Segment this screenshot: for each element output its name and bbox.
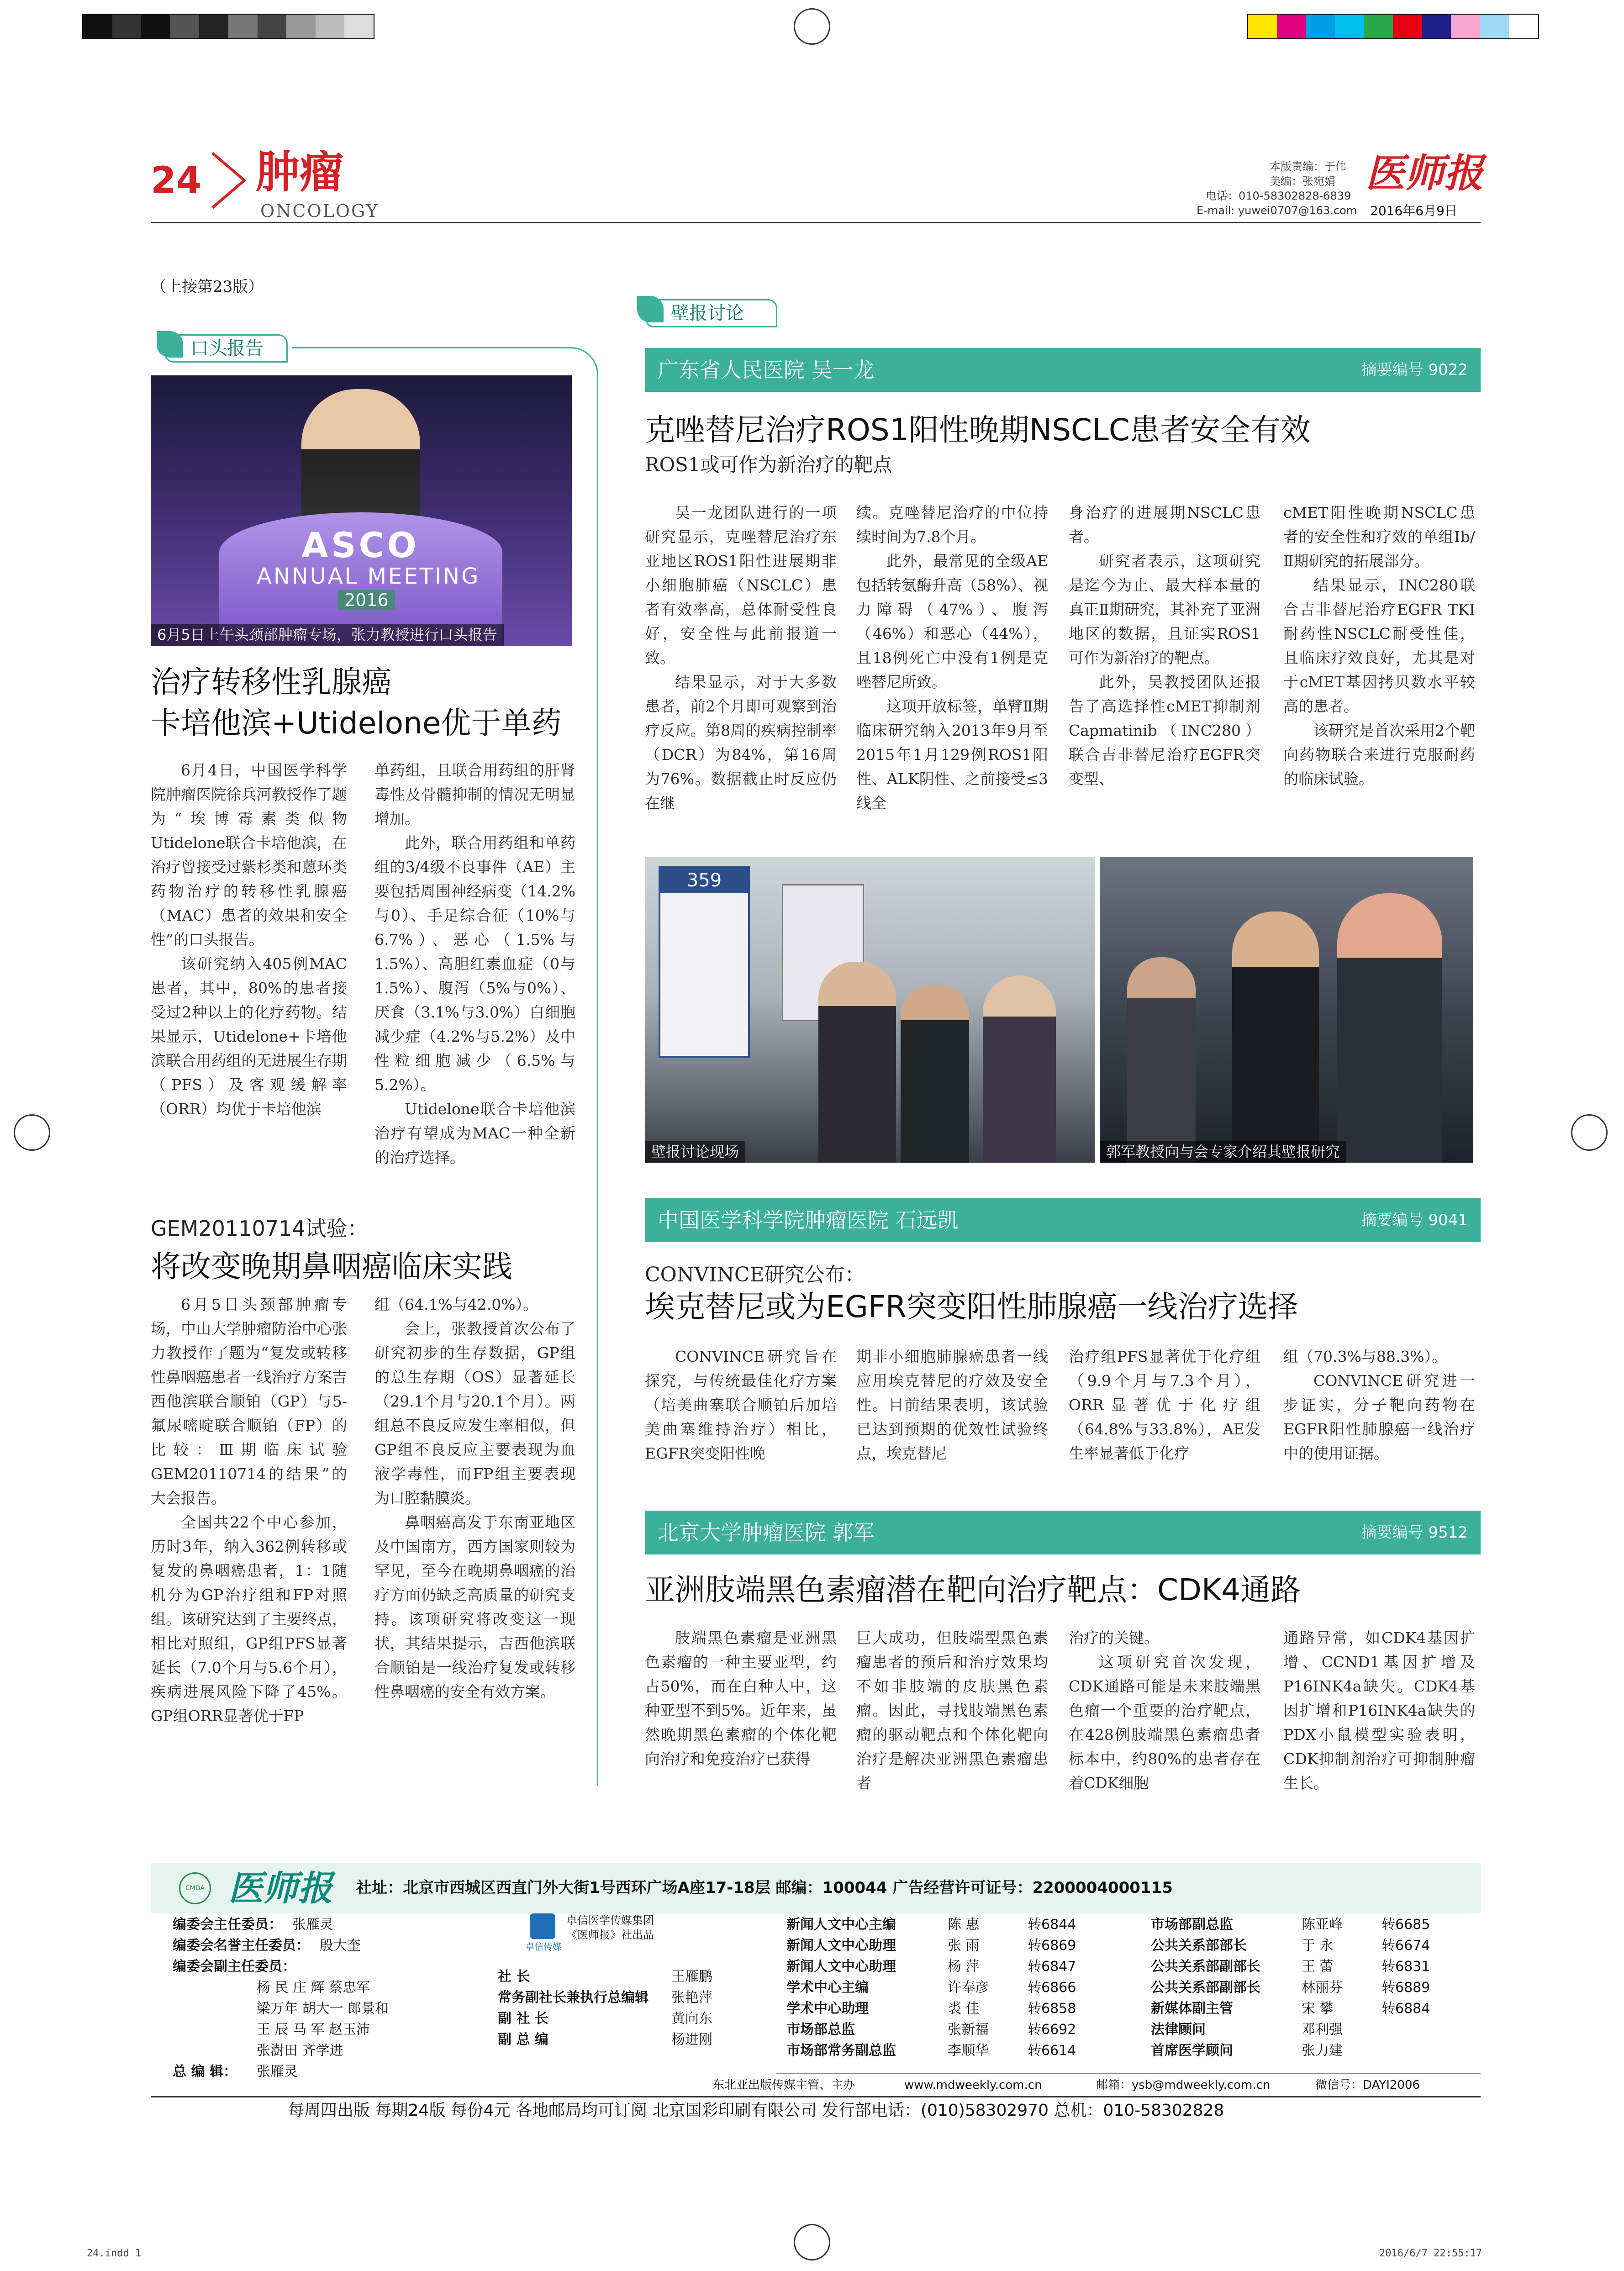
staff-name: 陈亚峰 (1302, 1917, 1343, 1933)
banner-hospital: 北京大学肿瘤医院 郭军 (658, 1520, 875, 1545)
staff-role: 新媒体副主管 (1151, 2001, 1233, 2017)
staff-ext: 转6614 (1028, 2043, 1076, 2059)
article-subtitle: ROS1或可作为新治疗的靶点 (645, 453, 892, 476)
continued-note: （上接第23版） (151, 278, 264, 296)
article-title: 埃克替尼或为EGFR突变阳性肺腺癌一线治疗选择 (645, 1289, 1298, 1324)
article-column (151, 758, 347, 1121)
paragraph: 身治疗的进展期NSCLC患者。 (1069, 504, 1260, 546)
paragraph: 该研究纳入405例MAC患者，其中，80%的患者接受过2种以上的化疗药物。结果显示，Utidelone+卡培他滨联合用药组的无进展生存期（PFS）及客观缓解率（ORR）均优于卡培他滨 (151, 955, 347, 1118)
committee-label: 编委会主任委员： (173, 1917, 282, 1933)
article-column (645, 501, 837, 815)
crop-mark (1571, 1114, 1608, 1151)
paragraph: 会上，张教授首次公布了研究初步的生存数据，GP组的总生存期（OS）显著延长（29.1个月与20.1个月）。两组总不良反应发生率相似，但GP组不良反应主要表现为血液学毒性，而FP组主要表现为口腔黏膜炎。 (374, 1320, 575, 1507)
article-column (374, 1292, 575, 1704)
article-column (1069, 1344, 1260, 1465)
staff-ext: 转6866 (1028, 1980, 1076, 1996)
paragraph: 鼻咽癌高发于东南亚地区及中国南方，西方国家则较为罕见，至今在晚期鼻咽癌的治疗方面仍缺乏高质量的研究支持。该项研究将改变这一现状，其结果提示，吉西他滨联合顺铂是一线治疗复发或转移性鼻咽癌的安全有效方案。 (374, 1513, 575, 1701)
header-logo: 医师报 (1366, 150, 1483, 196)
staff-role: 市场部总监 (786, 2022, 855, 2038)
banner-abstract-number: 摘要编号 9022 (1361, 361, 1468, 379)
article-kicker: CONVINCE研究公布： (645, 1263, 865, 1286)
paragraph: 这项研究首次发现，CDK通路可能是未来肢端黑色瘤一个重要的治疗靶点，在428例肢端黑色素瘤患者标本中，约80%的患者存在着CDK细胞 (1069, 1653, 1260, 1792)
committee-value: 张雁灵 (292, 1917, 333, 1933)
article-column (856, 1344, 1048, 1465)
poster-board (659, 866, 750, 1058)
chief-editor-label: 总 编 辑： (173, 2064, 237, 2080)
footer-cmda-logo: CMDA (179, 1872, 211, 1904)
header-date: 2016年6月9日 (1370, 203, 1457, 218)
staff-role: 首席医学顾问 (1151, 2043, 1233, 2059)
paragraph: 单药组，且联合用药组的肝肾毒性及骨髓抑制的情况无明显增加。 (374, 761, 575, 827)
photo-caption: 郭军教授向与会专家介绍其壁报研究 (1100, 1141, 1346, 1163)
photo-caption: 壁报讨论现场 (645, 1141, 745, 1163)
staff-name: 张新福 (948, 2022, 989, 2038)
podium-text-2: ANNUAL MEETING (257, 564, 480, 589)
committee-value: 殷大奎 (320, 1938, 361, 1954)
paragraph: 组（70.3%与88.3%）。 (1283, 1348, 1447, 1365)
staff-name: 陈 惠 (948, 1917, 980, 1933)
podium-text-1: ASCO (301, 525, 419, 565)
staff-name: 张 雨 (948, 1938, 980, 1954)
website-link[interactable]: www.mdweekly.com.cn (904, 2078, 1042, 2092)
paragraph: Utidelone联合卡培他滨治疗有望成为MAC一种全新的治疗选择。 (374, 1100, 575, 1166)
banner-hospital: 广东省人民医院 吴一龙 (658, 358, 875, 382)
staff-name: 于 永 (1302, 1938, 1334, 1954)
hospital-banner (645, 1198, 1481, 1242)
photo-caption: 6月5日上午头颈部肿瘤专场，张力教授进行口头报告 (151, 624, 504, 646)
hospital-banner (645, 348, 1481, 392)
article-column (1069, 501, 1260, 791)
crop-mark (14, 1114, 50, 1151)
staff-name: 杨 萍 (948, 1959, 980, 1975)
crop-mark (794, 2224, 830, 2260)
header-email: E-mail: yuwei0707@163.com (1197, 204, 1357, 217)
footer-bottom-line: 每周四出版 每期24版 每份4元 各地邮局均可订阅 北京国彩印刷有限公司 发行部电话：(010)58302970 总机：010-58302828 (288, 2101, 1224, 2120)
tag-oral-report (164, 334, 288, 363)
article-title: 将改变晚期鼻咽癌临床实践 (151, 1249, 512, 1284)
staff-role: 市场部副总监 (1151, 1917, 1233, 1933)
group-sub: 《医师报》社出品 (566, 1929, 654, 1941)
paragraph: cMET阳性晚期NSCLC患者的安全性和疗效的单组Ⅰb/Ⅱ期研究的拓展部分。 (1283, 504, 1475, 570)
speaker-photo (151, 375, 572, 646)
committee-member-row: 杨 民 庄 辉 蔡忠军 (257, 1980, 370, 1996)
officer-name: 王雁鹏 (671, 1969, 712, 1985)
banner-abstract-number: 摘要编号 9041 (1361, 1211, 1468, 1229)
paragraph: 此外，吴教授团队还报告了高选择性cMET抑制剂Capmatinib（INC280）联合吉非替尼治疗EGFR突变型、 (1069, 673, 1260, 788)
footer-logo: 医师报 (228, 1868, 332, 1908)
officer-role: 社 长 (498, 1969, 530, 1985)
staff-name: 林丽芬 (1302, 1980, 1343, 1996)
officer-role: 副 社 长 (498, 2011, 548, 2027)
article-column (1283, 1344, 1475, 1465)
header-editor: 本版责编：于伟 (1270, 160, 1346, 173)
staff-name: 张力建 (1302, 2043, 1343, 2059)
paragraph: 全国共22个中心参加，历时3年，纳入362例转移或复发的鼻咽癌患者，1：1随机分为GP治疗组和FP对照组。该研究达到了主要终点，相比对照组，GP组PFS显著延长（7.0个月与5.6个月），疾病进展风险下降了45%。GP组ORR显著优于FP (151, 1513, 347, 1725)
staff-role: 新闻人文中心助理 (786, 1959, 896, 1975)
staff-role: 法律顾问 (1151, 2022, 1206, 2038)
paragraph: CONVINCE研究进一步证实，分子靶向药物在EGFR阳性肺腺癌一线治疗中的使用证据。 (1283, 1372, 1475, 1462)
staff-name: 许奉彦 (948, 1980, 989, 1996)
paragraph: 治疗组PFS显著优于化疗组（9.9个月与7.3个月），ORR显著优于化疗组（64.8%与33.8%），AE发生率显著低于化疗 (1069, 1348, 1260, 1462)
staff-name: 宋 攀 (1302, 2001, 1334, 2017)
committee-label: 编委会副主任委员： (173, 1959, 296, 1975)
paragraph: 结果显示，对于大多数患者，前2个月即可观察到治疗反应。第8周的疾病控制率（DCR）为84%，第16周为76%。数据截止时反应仍在继 (645, 673, 837, 812)
paragraph: 此外，最常见的全级AE包括转氨酶升高（58%）、视力障碍（47%）、腹泻（46%）和恶心（44%），且18例死亡中没有1例是克唑替尼所致。 (856, 552, 1048, 691)
crop-mark (794, 8, 830, 45)
officer-role: 常务副社长兼执行总编辑 (498, 1990, 649, 2006)
footer-mail: 邮箱：ysb@mdweekly.com.cn (1096, 2078, 1271, 2092)
hospital-banner (645, 1511, 1481, 1554)
article-title: 克唑替尼治疗ROS1阳性晚期NSCLC患者安全有效 (645, 412, 1311, 448)
article-column (151, 1292, 347, 1728)
podium-text-3: 2016 (338, 590, 395, 610)
paragraph: 研究者表示，这项研究是迄今为止、最大样本量的真正Ⅱ期研究，其补充了亚洲地区的数据，且证实ROS1可作为新治疗的靶点。 (1069, 552, 1260, 667)
staff-ext: 转6674 (1381, 1938, 1430, 1954)
article-kicker: GEM20110714试验： (151, 1216, 369, 1241)
article-column (1283, 501, 1475, 791)
staff-ext: 转6831 (1381, 1959, 1430, 1975)
color-bar (1247, 14, 1539, 39)
paragraph: 此外，联合用药组和单药组的3/4级不良事件（AE）主要包括周围神经病变（14.2%与0）、手足综合征（10%与6.7%）、恶心（1.5%与1.5%）、高胆红素血症（0与1.5%）、腹泻（5%与0%）、厌食（3.1%与3.0%）白细胞减少症（4.2%与5.2%）及中性粒细胞减少（6.5%与5.2%）。 (374, 834, 575, 1094)
expert-photo (1100, 857, 1473, 1163)
banner-abstract-number: 摘要编号 9512 (1361, 1523, 1468, 1542)
staff-ext: 转6869 (1028, 1938, 1076, 1954)
staff-role: 新闻人文中心主编 (786, 1917, 896, 1933)
staff-name: 李顺华 (948, 2043, 989, 2059)
article-column (1069, 1626, 1260, 1795)
leaf-icon (637, 296, 664, 322)
staff-role: 新闻人文中心助理 (786, 1938, 896, 1954)
paragraph: 6月5日头颈部肿瘤专场，中山大学肿瘤防治中心张力教授作了题为“复发或转移性鼻咽癌患者一线治疗方案吉西他滨联合顺铂（GP）与5-氟尿嘧啶联合顺铂（FP）的比较：Ⅲ期临床试验GEM20110714的结果”的大会报告。 (151, 1296, 347, 1507)
paragraph: 巨大成功，但肢端型黑色素瘤患者的预后和治疗效果均不如非肢端的皮肤黑色素瘤。因此，寻找肢端黑色素瘤的驱动靶点和个体化靶向治疗是解决亚洲黑色素瘤患者 (856, 1629, 1048, 1792)
staff-role: 学术中心主编 (786, 1980, 869, 1996)
print-timestamp: 2016/6/7 22:55:17 (1379, 2248, 1482, 2259)
tag-label: 壁报讨论 (671, 303, 744, 324)
paragraph: 通路异常，如CDK4基因扩增、CCND1基因扩增及P16INK4a缺失。CDK4基因扩增和P16INK4a缺失的PDX小鼠模型实验表明，CDK抑制剂治疗可抑制肿瘤生长。 (1283, 1629, 1475, 1792)
officer-name: 杨进刚 (671, 2032, 712, 2048)
header-chevron (208, 151, 253, 210)
print-file-name: 24.indd 1 (87, 2248, 142, 2259)
staff-ext: 转6847 (1028, 1959, 1076, 1975)
staff-role: 公共关系部副部长 (1151, 1959, 1260, 1975)
section-title: 肿瘤 (256, 147, 343, 198)
section-en: ONCOLOGY (260, 201, 379, 221)
tag-poster-discussion (645, 299, 777, 327)
staff-role: 公共关系部部长 (1151, 1938, 1247, 1954)
footer-divider (776, 2073, 1481, 2074)
article-column (1283, 1626, 1475, 1795)
paragraph: 期非小细胞肺腺癌患者一线应用埃克替尼的疗效及安全性。目前结果表明，该试验已达到预期的优效性试验终点，埃克替尼 (856, 1348, 1048, 1462)
visitor-figure (1337, 893, 1442, 1163)
staff-role: 公共关系部副部长 (1151, 1980, 1260, 1996)
staff-ext: 转6692 (1028, 2022, 1076, 2038)
article-column (856, 1626, 1048, 1795)
publisher: 东北亚出版传媒主管、主办 (712, 2078, 855, 2092)
tag-label: 口头报告 (190, 338, 264, 359)
paragraph: 肢端黑色素瘤是亚洲黑色素瘤的一种主要亚型，约占50%，而在白种人中，这种亚型不到5%。近年来，虽然晚期黑色素瘤的个体化靶向治疗和免疫治疗已获得 (645, 1629, 837, 1768)
paragraph: CONVINCE研究旨在探究，与传统最佳化疗方案（培美曲塞联合顺铂后加培美曲塞维持治疗）相比，EGFR突变阳性晚 (645, 1348, 837, 1462)
staff-ext: 转6889 (1381, 1980, 1430, 1996)
group-logo-text: 卓信传媒 (525, 1941, 562, 1952)
group-logo-icon (530, 1913, 555, 1939)
officer-name: 黄向东 (671, 2011, 712, 2027)
paragraph: 吴一龙团队进行的一项研究显示，克唑替尼治疗东亚地区ROS1阳性进展期非小细胞肺癌（NSCLC）患者有效率高，总体耐受性良好，安全性与此前报道一致。 (645, 504, 837, 667)
article-title: 卡培他滨+Utidelone优于单药 (151, 706, 562, 741)
visitor-figure (818, 962, 896, 1163)
staff-ext: 转6844 (1028, 1917, 1076, 1933)
paragraph: 这项开放标签，单臂Ⅱ期临床研究纳入2013年9月至2015年1月129例ROS1阳性、ALK阴性、之前接受≤3线全 (856, 697, 1048, 812)
committee-label: 编委会名誉主任委员： (173, 1938, 310, 1954)
committee-member-row: 梁万年 胡大一 郎景和 (257, 2001, 389, 2017)
committee-member-row: 张澍田 齐学进 (257, 2043, 343, 2059)
header-art-editor: 美编：张宛娟 (1270, 175, 1335, 188)
paragraph: 该研究是首次采用2个靶向药物联合来进行克服耐药的临床试验。 (1283, 722, 1475, 788)
staff-name: 邓利强 (1302, 2022, 1343, 2038)
paragraph: 6月4日，中国医学科学院肿瘤医院徐兵河教授作了题为“埃博霉素类似物Utidelone联合卡培他滨，在治疗曾接受过紫杉类和蒽环类药物治疗的转移性乳腺癌（MAC）患者的效果和安全性”的口头报告。 (151, 761, 347, 948)
visitor-figure (983, 975, 1056, 1163)
header-rule (151, 222, 1481, 223)
paragraph: 结果显示，INC280联合吉非替尼治疗EGFR TKI耐药性NSCLC耐受性佳，且临床疗效良好，尤其是对于cMET基因拷贝数水平较高的患者。 (1283, 576, 1475, 715)
footer-bottom-rule (151, 2096, 1481, 2097)
staff-ext: 转6685 (1381, 1917, 1430, 1933)
article-title: 治疗转移性乳腺癌 (151, 664, 392, 700)
leaf-icon (157, 331, 183, 358)
paragraph: 续。克唑替尼治疗的中位持续时间为7.8个月。 (856, 504, 1048, 546)
registration-bar (82, 14, 374, 39)
poster-board-number: 359 (660, 868, 748, 893)
chief-editor-value: 张雁灵 (257, 2064, 298, 2080)
paragraph: 组（64.1%与42.0%）。 (374, 1296, 538, 1313)
visitor-figure (901, 985, 969, 1163)
staff-role: 市场部常务副总监 (786, 2043, 896, 2059)
visitor-figure (1127, 957, 1196, 1163)
footer-address: 社址：北京市西城区西直门外大街1号西环广场A座17-18层 邮编：100044 广告经营许可证号：2200004000115 (356, 1879, 1173, 1897)
article-title: 亚洲肢端黑色素瘤潜在靶向治疗靶点：CDK4通路 (645, 1572, 1301, 1607)
staff-name: 裘 佳 (948, 2001, 980, 2017)
banner-hospital: 中国医学科学院肿瘤医院 石远凯 (658, 1208, 959, 1233)
staff-name: 王 蕾 (1302, 1959, 1334, 1975)
group-name: 卓信医学传媒集团 (566, 1914, 654, 1927)
article-column (374, 758, 575, 1170)
article-column (645, 1344, 837, 1465)
footer-wechat: 微信号：DAYI2006 (1315, 2078, 1420, 2092)
header-phone: 电话：010-58302828-6839 (1206, 190, 1351, 202)
page-number: 24 (151, 159, 202, 201)
staff-role: 学术中心助理 (786, 2001, 869, 2017)
visitor-figure (1232, 912, 1319, 1163)
article-column (645, 1626, 837, 1771)
paragraph: 治疗的关键。 (1069, 1629, 1159, 1647)
staff-ext: 转6858 (1028, 2001, 1076, 2017)
poster-hall-photo (645, 857, 1095, 1163)
article-column (856, 501, 1048, 815)
staff-ext: 转6884 (1381, 2001, 1430, 2017)
committee-member-row: 王 辰 马 军 赵玉沛 (257, 2022, 370, 2038)
officer-role: 副 总 编 (498, 2032, 548, 2048)
officer-name: 张艳萍 (671, 1990, 712, 2006)
